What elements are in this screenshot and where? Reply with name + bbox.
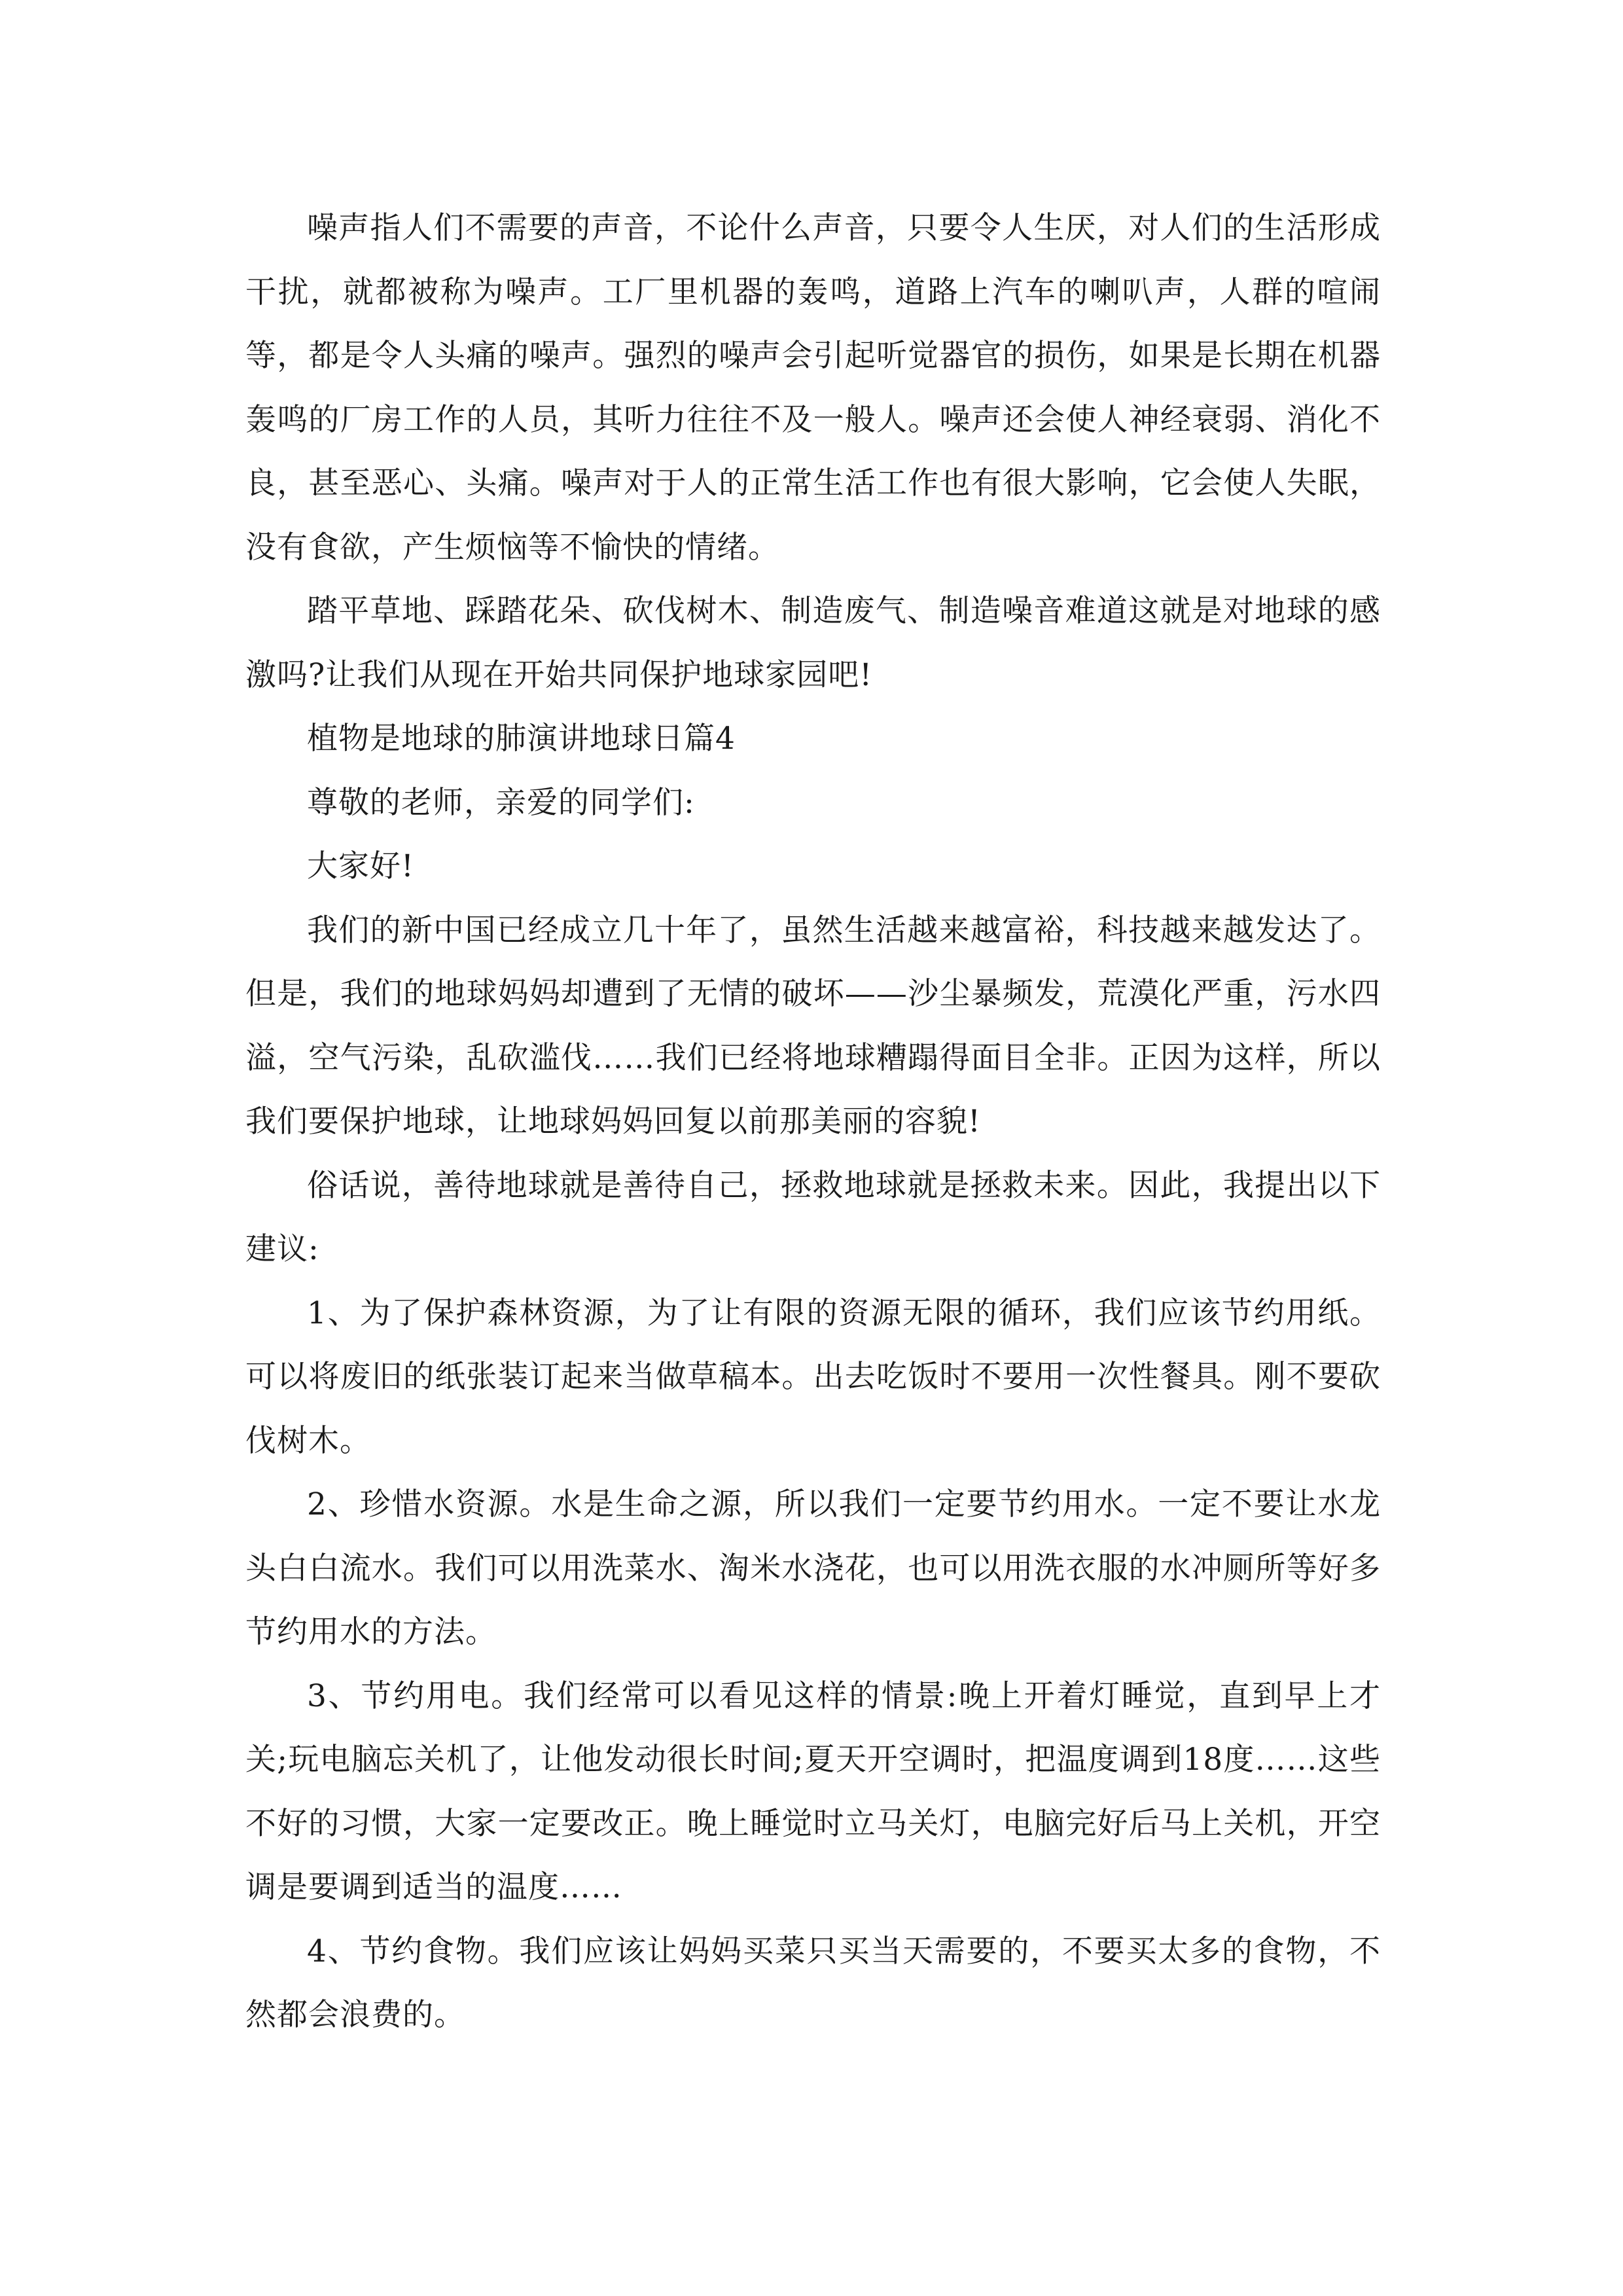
paragraph-intro: 我们的新中国已经成立几十年了，虽然生活越来越富裕，科技越来越发达了。但是，我们的地球妈妈却遭到了无情的破坏——沙尘暴频发，荒漠化严重，污水四溢，空气污染，乱砍滥伐……我们已经将地球糟蹋得面目全非。正因为这样，所以我们要保护地球，让地球妈妈回复以前那美丽的容貌! — [245, 912, 1381, 1139]
suggestion-item-3: 3、节约用电。我们经常可以看见这样的情景:晚上开着灯睡觉，直到早上才关;玩电脑忘关机了，让他发动很长时间;夏天开空调时，把温度调到18度……这些不好的习惯，大家一定要改正。晚上睡觉时立马关灯，电脑完好后马上关机，开空调是要调到适当的温度…… — [245, 1677, 1381, 1905]
speech-title: 植物是地球的肺演讲地球日篇4 — [307, 721, 736, 757]
suggestion-item-2: 2、珍惜水资源。水是生命之源，所以我们一定要节约用水。一定不要让水龙头白白流水。我们可以用洗菜水、淘米水浇花，也可以用洗衣服的水冲厕所等好多节约用水的方法。 — [245, 1486, 1381, 1650]
paragraph-noise: 噪声指人们不需要的声音，不论什么声音，只要令人生厌，对人们的生活形成干扰，就都被称为噪声。工厂里机器的轰鸣，道路上汽车的喇叭声，人群的喧闹等，都是令人头痛的噪声。强烈的噪声会引起听觉器官的损伤，如果是长期在机器轰鸣的厂房工作的人员，其听力往往不及一般人。噪声还会使人神经衰弱、消化不良，甚至恶心、头痛。噪声对于人的正常生活工作也有很大影响，它会使人失眠，没有食欲，产生烦恼等不愉快的情绪。 — [245, 210, 1381, 565]
greeting: 大家好! — [307, 848, 414, 884]
salutation: 尊敬的老师，亲爱的同学们: — [307, 784, 695, 821]
paragraph-protect-earth: 踏平草地、踩踏花朵、砍伐树木、制造废气、制造噪音难道这就是对地球的感激吗?让我们从现在开始共同保护地球家园吧! — [245, 593, 1381, 693]
suggestion-item-1: 1、为了保护森林资源，为了让有限的资源无限的循环，我们应该节约用纸。可以将废旧的纸张装订起来当做草稿本。出去吃饭时不要用一次性餐具。刚不要砍伐树木。 — [245, 1295, 1381, 1459]
paragraph-suggestions: 俗话说，善待地球就是善待自己，拯救地球就是拯救未来。因此，我提出以下建议: — [245, 1167, 1381, 1267]
document-body — [245, 196, 1381, 2047]
suggestion-item-4: 4、节约食物。我们应该让妈妈买菜只买当天需要的，不要买太多的食物，不然都会浪费的。 — [245, 1933, 1381, 2033]
